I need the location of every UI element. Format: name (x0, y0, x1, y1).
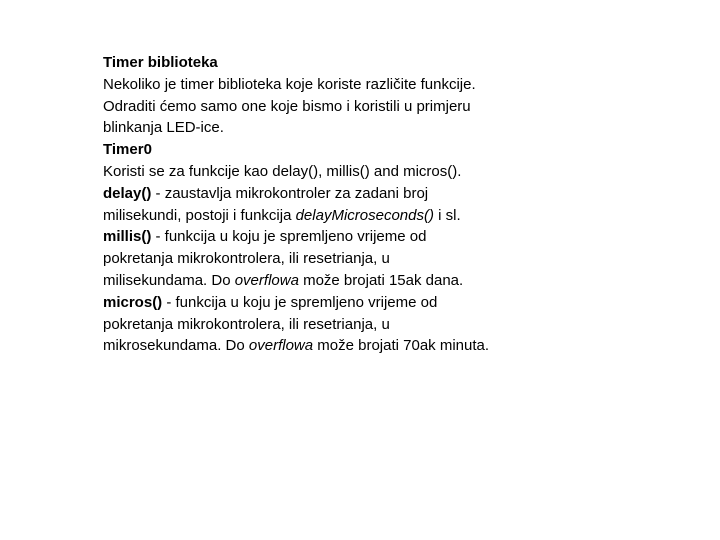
delay-description-line (103, 183, 573, 205)
overflow-term: overflowa (248, 337, 314, 355)
micros-description-text: mikrosekundama. Do (103, 337, 249, 355)
section-title: Timer0 (103, 141, 152, 159)
intro-line: Odraditi ćemo samo one koje bismo i koristili u primjeru (103, 97, 471, 115)
intro-line: blinkanja LED-ice. (103, 119, 224, 137)
intro-line: Nekoliko je timer biblioteka koje koriste različite funkcije. (103, 75, 476, 93)
millis-description-line: pokretanja mikrokontrolera, ili resetrianja, u (103, 250, 390, 268)
millis-description-text: može brojati 15ak dana. (298, 271, 464, 289)
section-intro: Koristi se za funkcije kao delay(), millis() and micros(). (103, 162, 462, 180)
document-title: Timer biblioteka (103, 54, 218, 71)
millis-description-text: - funkcija u koju je spremljeno vrijeme od (151, 228, 427, 246)
delay-description-text: milisekundi, postoji i funkcija (103, 206, 296, 224)
delay-function-name: delay() (103, 184, 152, 202)
delay-description-line (103, 205, 573, 227)
micros-description-line (103, 292, 573, 314)
delay-microseconds-term: delayMicroseconds() (295, 206, 434, 224)
millis-function-name: millis() (103, 228, 152, 246)
micros-description-text: - funkcija u koju je spremljeno vrijeme od (162, 293, 438, 311)
micros-function-name: micros() (103, 293, 163, 311)
micros-description-line (103, 335, 573, 357)
micros-description-text: može brojati 70ak minuta. (313, 337, 490, 355)
text-block (103, 52, 573, 357)
millis-description-line (103, 226, 573, 248)
delay-description-text: i sl. (433, 206, 461, 224)
millis-description-line (103, 270, 573, 292)
delay-description-text: - zaustavlja mikrokontroler za zadani broj (151, 184, 429, 202)
overflow-term: overflowa (234, 271, 299, 289)
micros-description-line: pokretanja mikrokontrolera, ili resetrianja, u (103, 315, 390, 333)
millis-description-text: milisekundama. Do (103, 271, 235, 289)
